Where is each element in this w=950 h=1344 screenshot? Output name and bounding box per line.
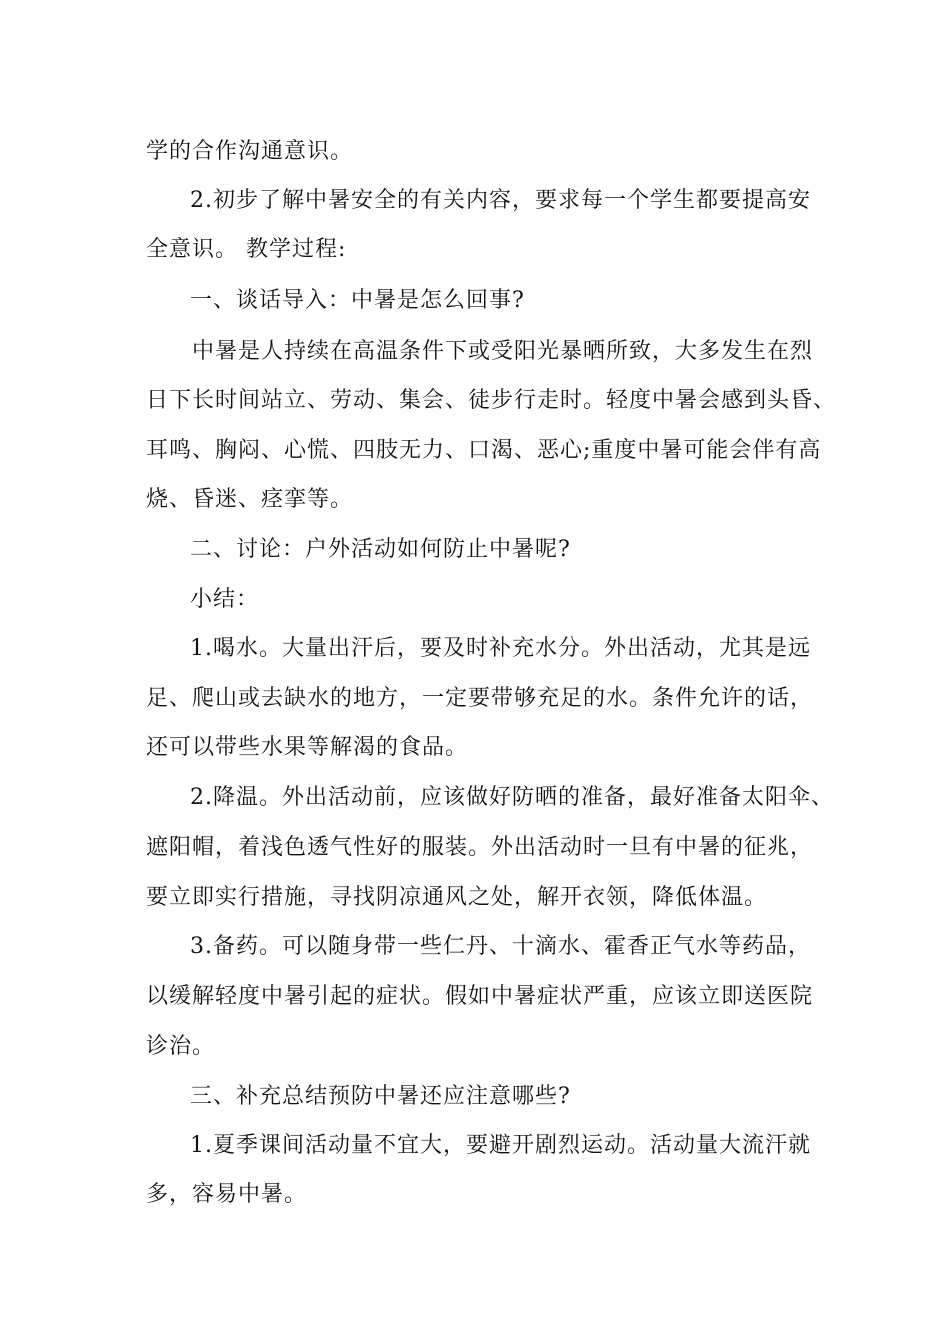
text-line: 多，容易中暑。 <box>146 1182 308 1207</box>
text-line: 以缓解轻度中暑引起的症状。假如中暑症状严重，应该立即送医院 <box>146 984 814 1009</box>
text-line: 还可以带些水果等解渴的食品。 <box>146 735 469 760</box>
text-line: 诊治。 <box>146 1034 216 1059</box>
text-line: 要立即实行措施，寻找阴凉通风之处，解开衣领，降低体温。 <box>146 885 768 910</box>
text-line: 中暑是人持续在高温条件下或受阳光暴晒所致，大多发生在烈 <box>192 339 814 364</box>
text-line: 学的合作沟通意识。 <box>146 139 354 164</box>
text-line: 1.喝水。大量出汗后，要及时补充水分。外出活动，尤其是远 <box>190 636 811 661</box>
subheading: 小结： <box>190 587 260 612</box>
text-line: 遮阳帽，着浅色透气性好的服装。外出活动时一旦有中暑的征兆， <box>146 835 814 860</box>
text-line: 烧、昏迷、痉挛等。 <box>146 487 354 512</box>
section-heading: 三、补充总结预防中暑还应注意哪些? <box>190 1084 571 1109</box>
text-line: 全意识。 教学过程: <box>146 237 347 262</box>
text-line: 日下长时间站立、劳动、集会、徒步行走时。轻度中暑会感到头昏、 <box>146 388 837 413</box>
text-line: 2.降温。外出活动前，应该做好防晒的准备，最好准备太阳伞、 <box>190 785 834 810</box>
section-heading: 一、谈话导入：中暑是怎么回事? <box>190 288 525 313</box>
text-line: 足、爬山或去缺水的地方，一定要带够充足的水。条件允许的话， <box>146 686 814 711</box>
text-line: 耳鸣、胸闷、心慌、四肢无力、口渴、恶心;重度中暑可能会伴有高 <box>146 438 822 463</box>
section-heading: 二、讨论：户外活动如何防止中暑呢? <box>190 537 571 562</box>
text-line: 1.夏季课间活动量不宜大，要避开剧烈运动。活动量大流汗就 <box>190 1133 811 1158</box>
text-line: 3.备药。可以随身带一些仁丹、十滴水、霍香正气水等药品， <box>190 934 811 959</box>
text-line: 2.初步了解中暑安全的有关内容，要求每一个学生都要提高安 <box>190 188 811 213</box>
